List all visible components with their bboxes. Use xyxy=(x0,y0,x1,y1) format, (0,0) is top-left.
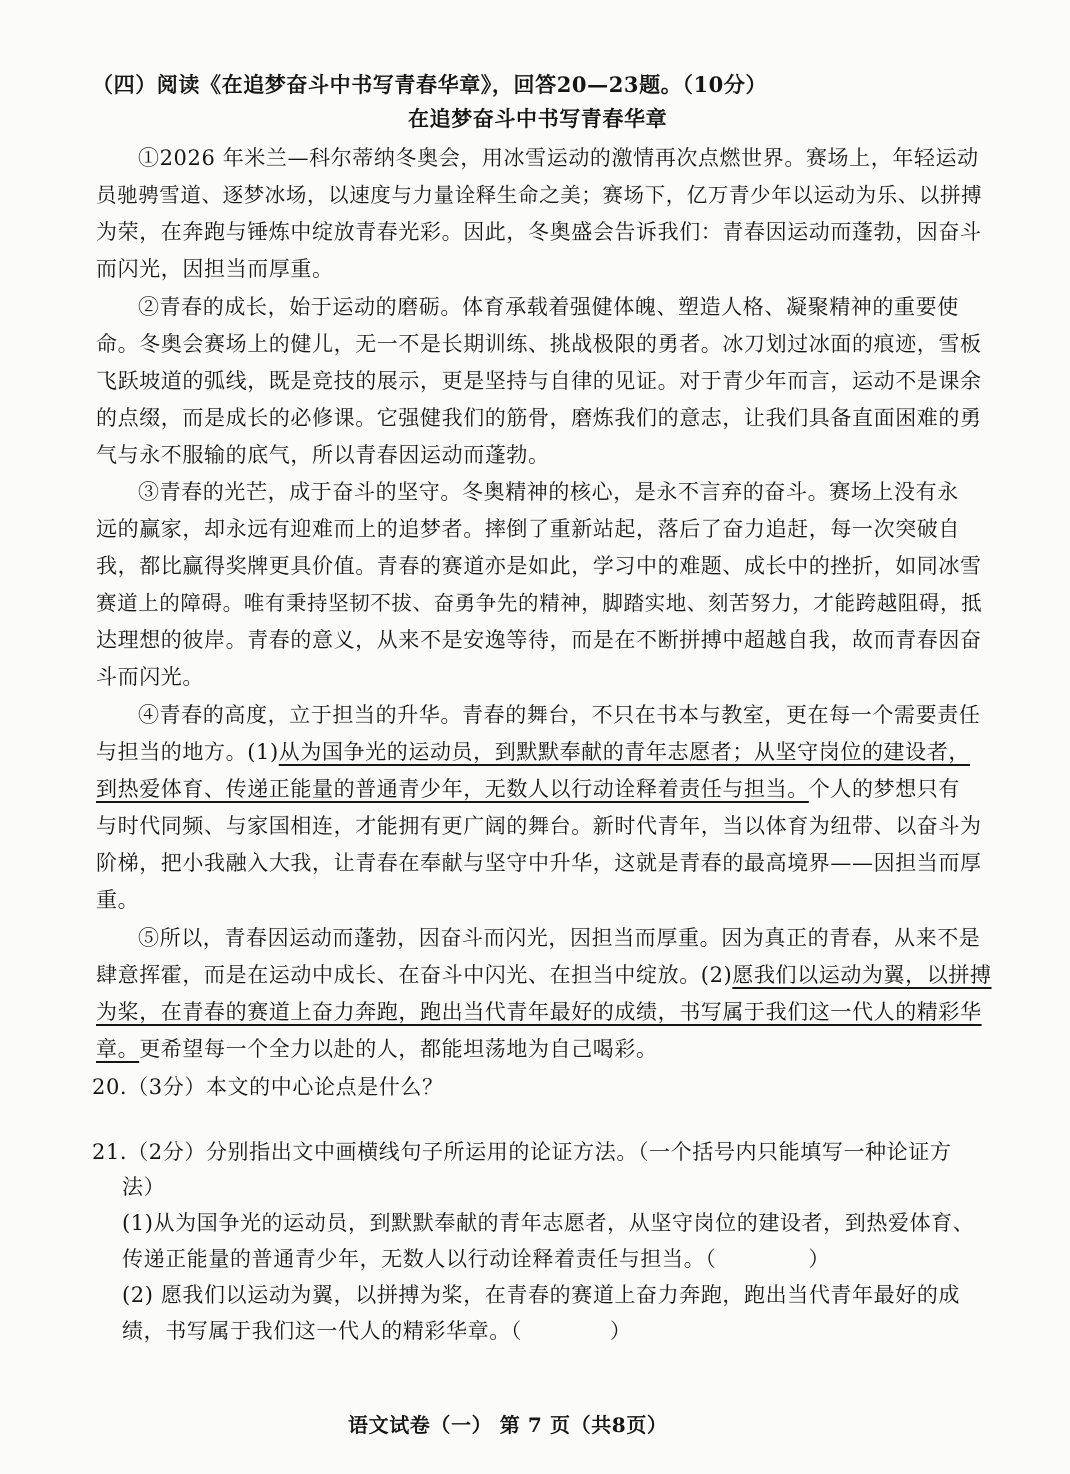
text-line: 而闪光，因担当而厚重。 xyxy=(96,257,334,281)
text-span: ） xyxy=(808,1247,830,1271)
text-line: 斗而闪光。 xyxy=(96,665,204,689)
question-21-1-cont xyxy=(122,1244,830,1274)
question-21-2: (2) 愿我们以运动为翼，以拼搏为桨，在青春的赛道上奋力奔跑，跑出当代青年最好的成 xyxy=(122,1283,961,1307)
underlined-sentence-2: 章。 xyxy=(96,1037,140,1061)
question-21-1: (1)从为国争光的运动员，到默默奉献的青年志愿者，从坚守岗位的建设者，到热爱体育、 xyxy=(122,1211,975,1235)
section-header: （四）阅读《在追梦奋斗中书写青春华章》，回答20—23题。（10分） xyxy=(92,72,768,97)
text-line: 重。 xyxy=(96,888,140,912)
text-line: 远的赢家，却永远有迎难而上的追梦者。摔倒了重新站起，落后了奋力追赶，每一次突破自 xyxy=(96,517,960,541)
text-span: 肆意挥霍，而是在运动中成长、在奋斗中闪光、在担当中绽放。(2) xyxy=(96,963,733,987)
page-footer: 语文试卷（一） 第 7 页（共8页） xyxy=(348,1413,668,1437)
text-line: 与时代同频、与家国相连，才能拥有更广阔的舞台。新时代青年，当以体育为纽带、以奋斗为 xyxy=(96,814,982,838)
text-line: ①2026 年米兰—科尔蒂纳冬奥会，用冰雪运动的激情再次点燃世界。赛场上，年轻运动 xyxy=(138,146,979,170)
text-line: 命。冬奥会赛场上的健儿，无一不是长期训练、挑战极限的勇者。冰刀划过冰面的痕迹，雪板 xyxy=(96,332,982,356)
text-line: 阶梯，把小我融入大我，让青春在奉献与坚守中升华，这就是青春的最高境界——因担当而厚 xyxy=(96,851,982,875)
text-line: 我，都比赢得奖牌更具价值。青春的赛道亦是如此，学习中的难题、成长中的挫折，如同冰雪 xyxy=(96,554,982,578)
text-span: 绩，书写属于我们这一代人的精彩华章。（ xyxy=(122,1319,522,1343)
question-21-2-cont xyxy=(122,1316,632,1346)
text-line: ⑤所以，青春因运动而蓬勃，因奋斗而闪光，因担当而厚重。因为真正的青春，从来不是 xyxy=(138,926,981,950)
underlined-sentence-2: 愿我们以运动为翼，以拼搏 xyxy=(732,963,992,987)
text-span: 传递正能量的普通青少年，无数人以行动诠释着责任与担当。（ xyxy=(122,1247,717,1271)
text-line: ④青春的高度，立于担当的升华。青春的舞台，不只在书本与教室，更在每一个需要责任 xyxy=(138,703,981,727)
question-21-stem: 21.（2分）分别指出文中画横线句子所运用的论证方法。（一个括号内只能填写一种论证方 xyxy=(92,1140,952,1164)
text-span: ） xyxy=(609,1319,632,1343)
text-line xyxy=(96,1034,658,1064)
article-title: 在追梦奋斗中书写青春华章 xyxy=(408,106,668,131)
text-line: ③青春的光芒，成于奋斗的坚守。冬奥精神的核心，是永不言弃的奋斗。赛场上没有永 xyxy=(138,480,959,504)
text-line xyxy=(96,774,960,804)
text-line: 为荣，在奔跑与锤炼中绽放青春光彩。因此，冬奥盛会告诉我们：青春因运动而蓬勃，因奋斗 xyxy=(96,220,982,244)
underlined-sentence-2: 为桨，在青春的赛道上奋力奔跑，跑出当代青年最好的成绩，书写属于我们这一代人的精彩华 xyxy=(96,1000,982,1024)
text-line: 赛道上的障碍。唯有秉持坚韧不拔、奋勇争先的精神，脚踏实地、刻苦努力，才能跨越阻碍，抵 xyxy=(96,591,983,615)
text-line: 飞跃坡道的弧线，既是竞技的展示，更是坚持与自律的见证。对于青少年而言，运动不是课余 xyxy=(96,369,982,393)
text-line: 达理想的彼岸。青春的意义，从来不是安逸等待，而是在不断拼搏中超越自我，故而青春因奋 xyxy=(96,628,982,652)
text-span: 个人的梦想只有 xyxy=(808,777,960,801)
text-line: ②青春的成长，始于运动的磨砺。体育承载着强健体魄、塑造人格、凝聚精神的重要使 xyxy=(138,295,959,319)
underlined-sentence-1: 从为国争光的运动员，到默默奉献的青年志愿者；从坚守岗位的建设者， xyxy=(278,740,970,764)
text-line: 气与永不服输的底气，所以青春因运动而蓬勃。 xyxy=(96,443,550,467)
text-span: 与担当的地方。(1) xyxy=(96,740,279,764)
question-20: 20.（3分）本文的中心论点是什么？ xyxy=(92,1075,444,1099)
text-line xyxy=(96,997,982,1027)
text-line xyxy=(96,737,970,767)
text-line: 员驰骋雪道、逐梦冰场，以速度与力量诠释生命之美；赛场下，亿万青少年以运动为乐、以拼搏 xyxy=(96,183,983,207)
text-span: 更希望每一个全力以赴的人，都能坦荡地为自己喝彩。 xyxy=(139,1037,658,1061)
text-line xyxy=(96,960,992,990)
underlined-sentence-1: 到热爱体育、传递正能量的普通青少年，无数人以行动诠释着责任与担当。 xyxy=(96,777,809,801)
text-line: 的点缀，而是成长的必修课。它强健我们的筋骨，磨炼我们的意志，让我们具备直面困难的勇 xyxy=(96,406,982,430)
question-21-stem-cont: 法） xyxy=(122,1175,166,1199)
